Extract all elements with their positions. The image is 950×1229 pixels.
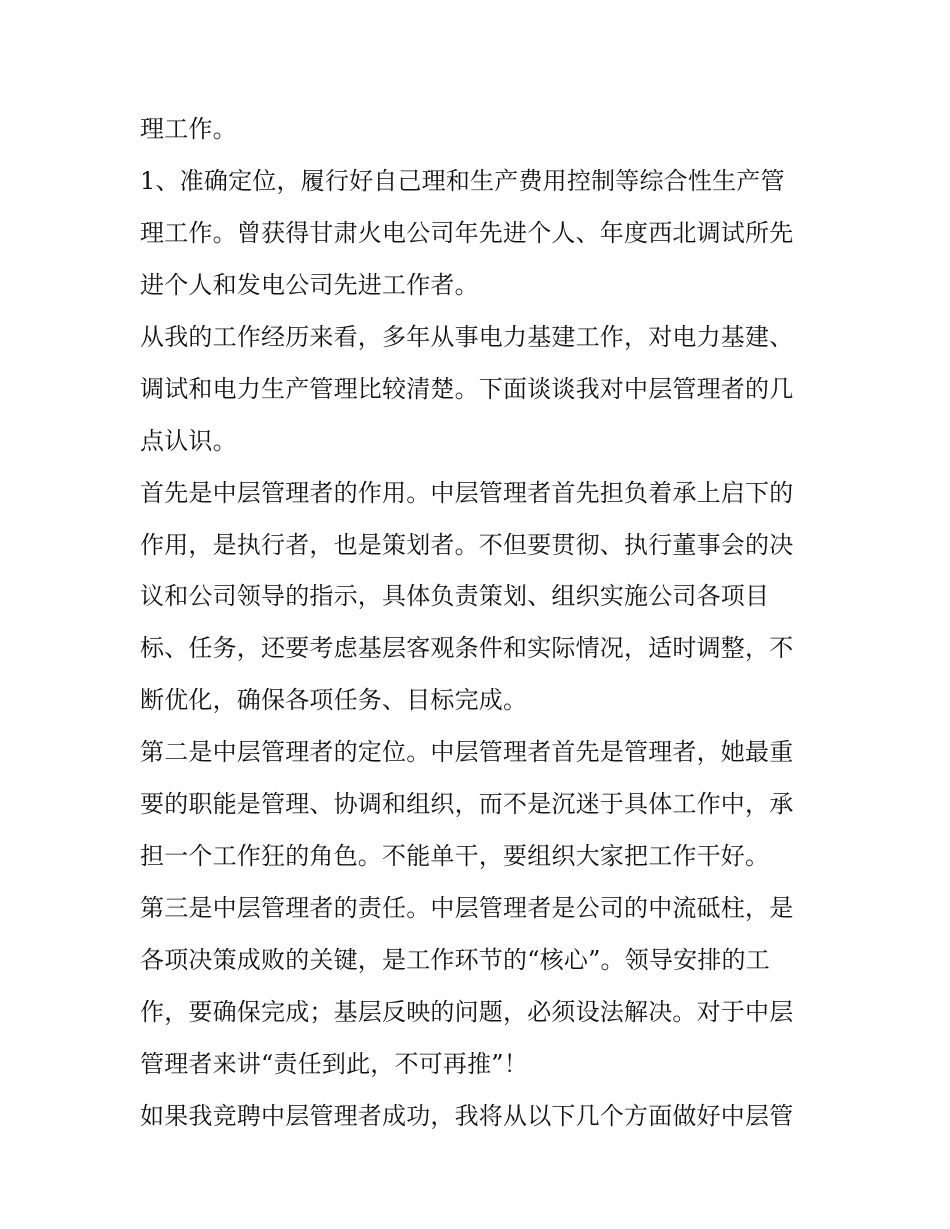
text-line: 作用，是执行者，也是策划者。不但要贯彻、执行董事会的决 (140, 530, 794, 559)
text-line: 议和公司领导的指示，具体负责策划、组织实施公司各项目 (140, 582, 770, 611)
body-text (140, 110, 820, 1149)
text-line: 担一个工作狂的角色。不能单干，要组织大家把工作干好。 (140, 842, 770, 871)
text-line: 进个人和发电公司先进工作者。 (140, 270, 479, 299)
text-line: 各项决策成败的关键，是工作环节的“核心”。领导安排的工 (140, 946, 770, 974)
text-line: 从我的工作经历来看，多年从事电力基建工作，对电力基建、 (140, 322, 794, 351)
text-line: 作，要确保完成；基层反映的问题，必须设法解决。对于中层 (140, 997, 794, 1026)
text-line: 点认识。 (140, 426, 237, 455)
text-line: 要的职能是管理、协调和组织，而不是沉迷于具体工作中，承 (140, 790, 794, 819)
text-line: 第二是中层管理者的定位。中层管理者首先是管理者，她最重 (140, 738, 794, 767)
text-line: 第三是中层管理者的责任。中层管理者是公司的中流砥柱，是 (140, 894, 794, 923)
text-line: 断优化，确保各项任务、目标完成。 (140, 686, 528, 715)
text-line: 标、任务，还要考虑基层客观条件和实际情况，适时调整，不 (140, 634, 794, 663)
text-line: 调试和电力生产管理比较清楚。下面谈谈我对中层管理者的几 (140, 374, 794, 403)
text-line: 如果我竞聘中层管理者成功，我将从以下几个方面做好中层管 (140, 1101, 794, 1130)
text-line: 1、准确定位，履行好自己理和生产费用控制等综合性生产管 (140, 166, 785, 195)
text-line: 理工作。 (140, 115, 237, 143)
text-line: 首先是中层管理者的作用。中层管理者首先担负着承上启下的 (140, 478, 794, 507)
text-line: 理工作。曾获得甘肃火电公司年先进个人、年度西北调试所先 (140, 218, 794, 247)
text-line: 管理者来讲“责任到此，不可再推”！ (140, 1049, 528, 1078)
